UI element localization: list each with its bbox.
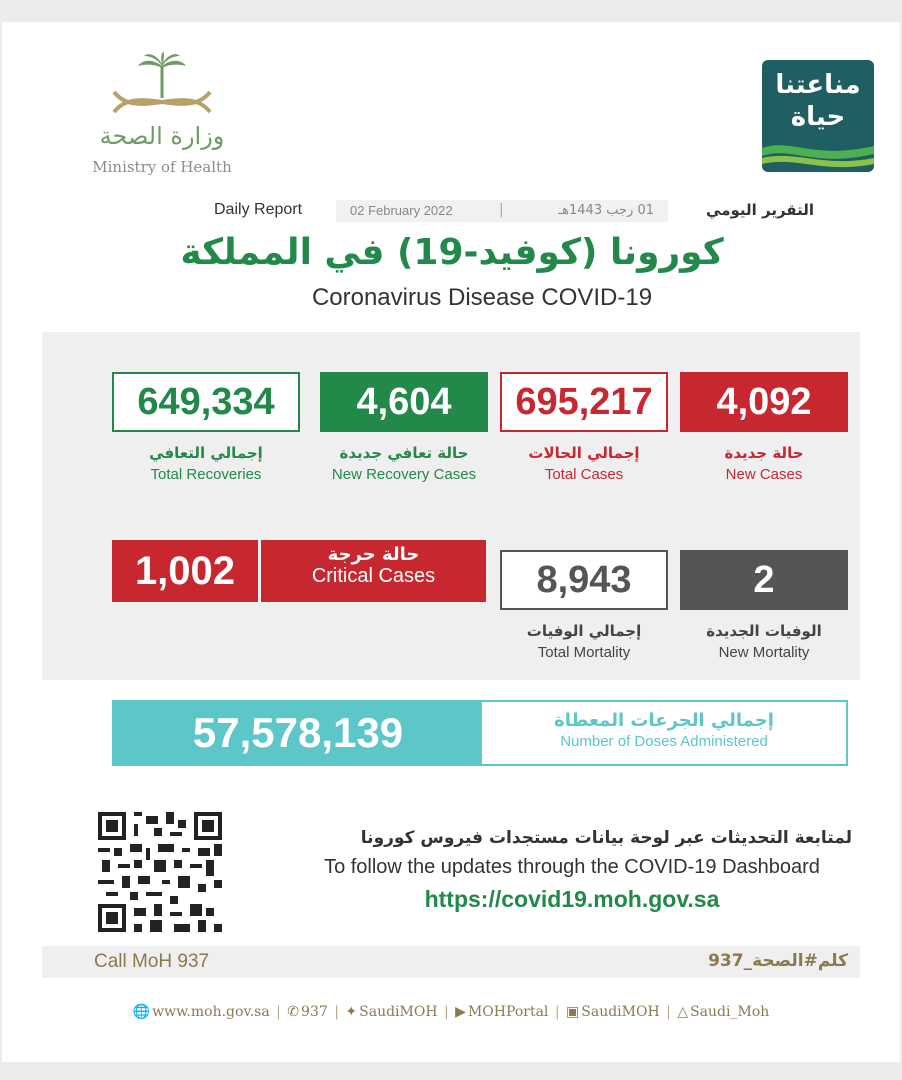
gregorian-date: 02 February 2022 [350, 203, 453, 218]
new-cases-label-en: New Cases [725, 466, 803, 483]
critical-cases-label-ar: حالة حرجة [327, 544, 420, 565]
hijri-date: 01 رجب 1443هـ [558, 203, 654, 218]
footer-phone[interactable]: 937 [301, 1004, 328, 1020]
footer-links [42, 1004, 860, 1020]
dashboard-link[interactable]: https://covid19.moh.gov.sa [424, 886, 720, 912]
footer-separator: | [334, 1004, 339, 1020]
footer-website[interactable]: www.moh.gov.sa [152, 1004, 270, 1020]
doses-label [482, 702, 846, 764]
new-recovery-value: 4,604 [320, 372, 488, 432]
globe-icon: 🌐 [132, 1004, 151, 1020]
critical-cases-value: 1,002 [112, 540, 258, 602]
call-moh-ar: كلم#الصحة_937 [708, 951, 848, 971]
new-recovery-label [304, 444, 504, 483]
daily-report-ar: التقرير اليومي [706, 201, 814, 219]
date-line [214, 200, 814, 222]
title-ar: كورونا (كوفيد-19) في المملكة [180, 232, 724, 273]
total-mortality-label [490, 622, 678, 661]
footer-youtube[interactable]: MOHPortal [467, 1004, 549, 1020]
call-bar [42, 946, 860, 978]
palm-swords-emblem-icon [82, 52, 242, 122]
qr-code[interactable] [98, 812, 222, 932]
campaign-line2: حياة [790, 102, 846, 132]
critical-cases-label [261, 540, 486, 602]
report-card [2, 22, 900, 1062]
new-mortality-label [670, 622, 858, 661]
footer-separator: | [666, 1004, 671, 1020]
total-mortality-label-ar: إجمالي الوفيات [526, 622, 642, 640]
footer-facebook[interactable]: SaudiMOH [581, 1004, 660, 1020]
follow-text-en: To follow the updates through the COVID-19 Dashboard [324, 856, 820, 878]
critical-cases-label-en: Critical Cases [311, 565, 436, 587]
footer-separator: | [554, 1004, 560, 1020]
total-cases-label-en: Total Cases [544, 466, 624, 483]
follow-text-ar: لمتابعة التحديثات عبر لوحة بيانات مستجدات فيروس كورونا [360, 828, 852, 848]
facebook-icon: ▣ [566, 1004, 580, 1020]
footer-separator: | [276, 1004, 281, 1020]
new-cases-value: 4,092 [680, 372, 848, 432]
phone-icon: ✆ [287, 1004, 300, 1020]
wave-icon [762, 138, 874, 172]
new-recovery-label-ar: حالة تعافي جديدة [339, 444, 469, 462]
campaign-logo [762, 60, 874, 172]
total-recoveries-value: 649,334 [112, 372, 300, 432]
footer-snapchat[interactable]: Saudi_Moh [690, 1004, 770, 1020]
twitter-icon: ✦ [345, 1004, 358, 1020]
ministry-name-en: Ministry of Health [92, 158, 232, 176]
snapchat-icon: △ [677, 1004, 689, 1020]
doses-value: 57,578,139 [114, 702, 482, 764]
total-recoveries-label-ar: إجمالي التعافي [149, 444, 263, 462]
call-moh-en: Call MoH 937 [94, 951, 210, 972]
total-recoveries-label-en: Total Recoveries [150, 466, 262, 483]
footer-separator: | [444, 1004, 449, 1020]
date-separator: | [499, 202, 504, 218]
stats-panel [42, 332, 860, 680]
doses-label-ar: إجمالي الجرعات المعطاة [554, 710, 774, 731]
qr-code-icon [98, 812, 222, 932]
new-mortality-value: 2 [680, 550, 848, 610]
campaign-line1: مناعتنا [775, 70, 861, 100]
ministry-name-ar: وزارة الصحة [99, 122, 225, 150]
doses-block [112, 700, 848, 766]
total-recoveries-label [102, 444, 310, 483]
title-en: Coronavirus Disease COVID-19 [311, 284, 653, 311]
new-cases-label [680, 444, 848, 483]
daily-report-en: Daily Report [214, 201, 303, 218]
new-mortality-label-ar: الوفيات الجديدة [706, 622, 822, 640]
total-cases-label [500, 444, 668, 483]
new-recovery-label-en: New Recovery Cases [331, 466, 477, 483]
youtube-icon: ▶ [455, 1004, 466, 1020]
total-mortality-label-en: Total Mortality [537, 644, 631, 661]
date-box [336, 200, 668, 222]
footer-twitter[interactable]: SaudiMOH [359, 1004, 438, 1020]
new-cases-label-ar: حالة جديدة [724, 444, 804, 462]
doses-label-en: Number of Doses Administered [560, 733, 768, 750]
critical-cases-block [112, 540, 486, 602]
total-cases-value: 695,217 [500, 372, 668, 432]
new-mortality-label-en: New Mortality [718, 644, 810, 661]
total-mortality-value: 8,943 [500, 550, 668, 610]
total-cases-label-ar: إجمالي الحالات [528, 444, 640, 462]
